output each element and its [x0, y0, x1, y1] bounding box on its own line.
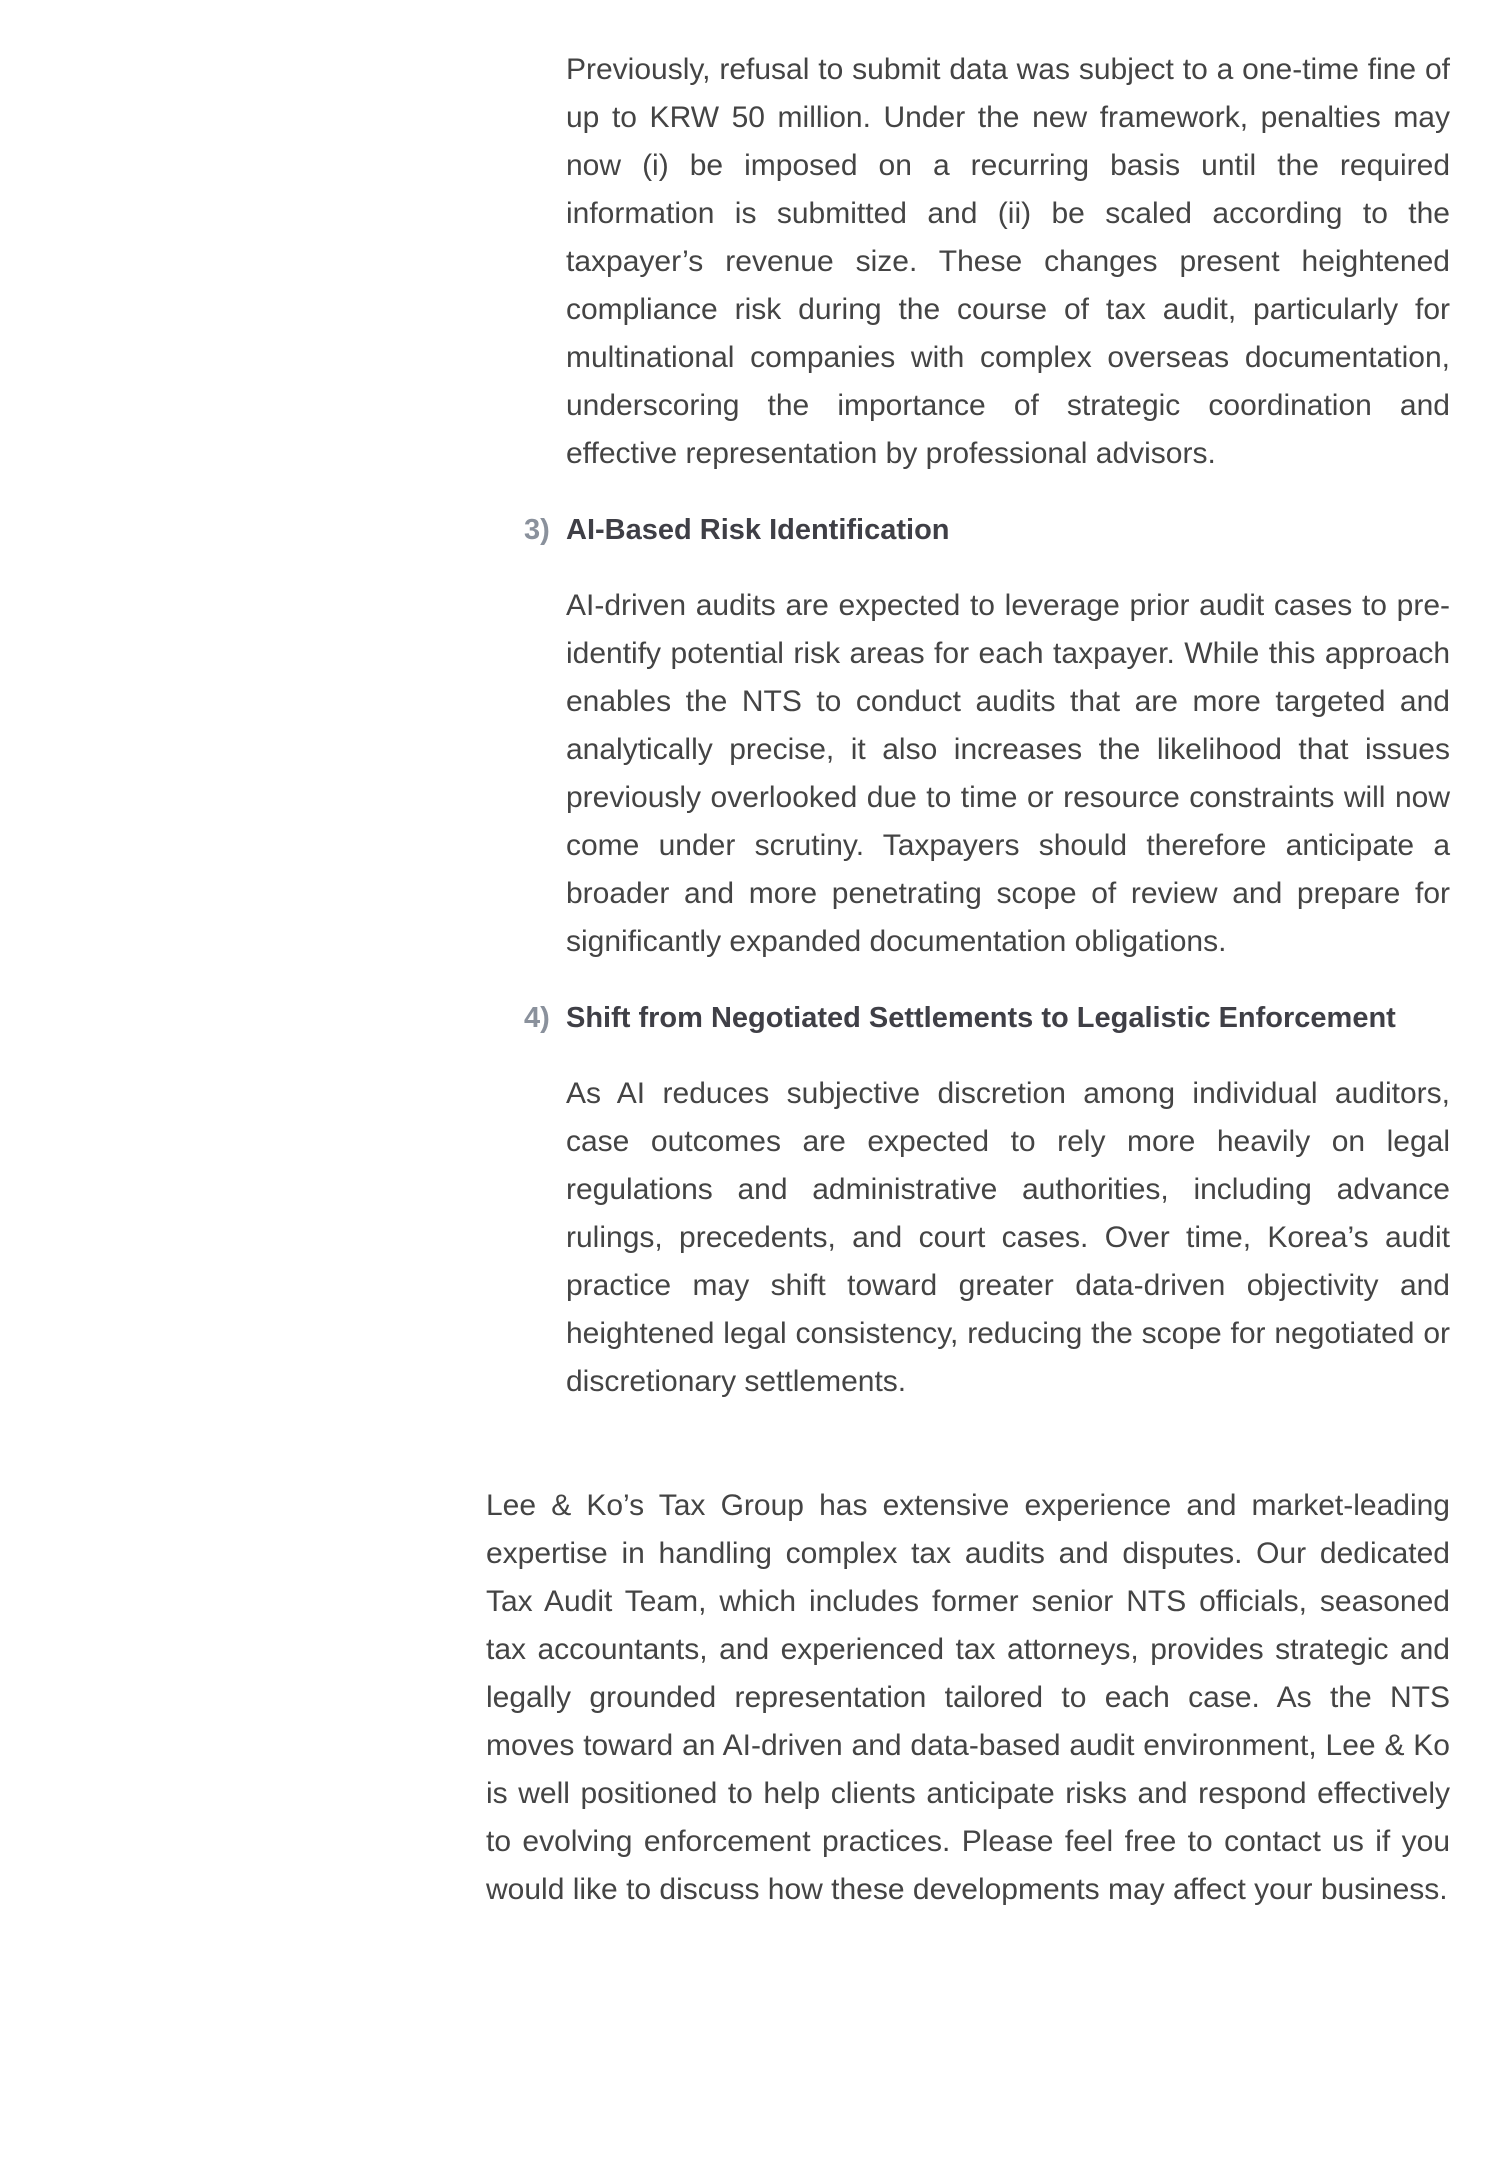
- item-number: 4): [524, 1002, 550, 1034]
- item-number: 3): [524, 514, 550, 546]
- article-content: [486, 46, 1450, 1914]
- item-title: AI-Based Risk Identification: [566, 514, 950, 546]
- item-title: Shift from Negotiated Settlements to Legalistic Enforcement: [566, 1002, 1396, 1034]
- item-heading-legalistic-enforcement: [524, 994, 1450, 1042]
- closing-paragraph: Lee & Ko’s Tax Group has extensive experience and market-leading expertise in handling complex tax audits and disputes. Our dedicated Tax Audit Team, which includes former senior NTS officials, seasoned tax accountants, and experienced tax attorneys, provides strategic and legally grounded representation tailored to each case. As the NTS moves toward an AI-driven and data-based audit environment, Lee & Ko is well positioned to help clients anticipate risks and respond effectively to evolving enforcement practices. Please feel free to contact us if you would like to discuss how these developments may affect your business.: [486, 1489, 1450, 1906]
- item-body-ai-risk: AI-driven audits are expected to leverage prior audit cases to pre-identify potential risk areas for each taxpayer. While this approach enables the NTS to conduct audits that are more targeted and analytically precise, it also increases the likelihood that issues previously overlooked due to time or resource constraints will now come under scrutiny. Taxpayers should therefore anticipate a broader and more penetrating scope of review and prepare for significantly expanded documentation obligations.: [566, 589, 1450, 958]
- intro-paragraph: Previously, refusal to submit data was subject to a one-time fine of up to KRW 50 million. Under the new framework, penalties may now (i) be imposed on a recurring basis until the required information is submitted and (ii) be scaled according to the taxpayer’s revenue size. These changes present heightened compliance risk during the course of tax audit, particularly for multinational companies with complex overseas documentation, underscoring the importance of strategic coordination and effective representation by professional advisors.: [566, 53, 1450, 470]
- item-body-legalistic-enforcement: As AI reduces subjective discretion among individual auditors, case outcomes are expected to rely more heavily on legal regulations and administrative authorities, including advance rulings, precedents, and court cases. Over time, Korea’s audit practice may shift toward greater data-driven objectivity and heightened legal consistency, reducing the scope for negotiated or discretionary settlements.: [566, 1077, 1450, 1398]
- item-heading-ai-risk: [524, 506, 1450, 554]
